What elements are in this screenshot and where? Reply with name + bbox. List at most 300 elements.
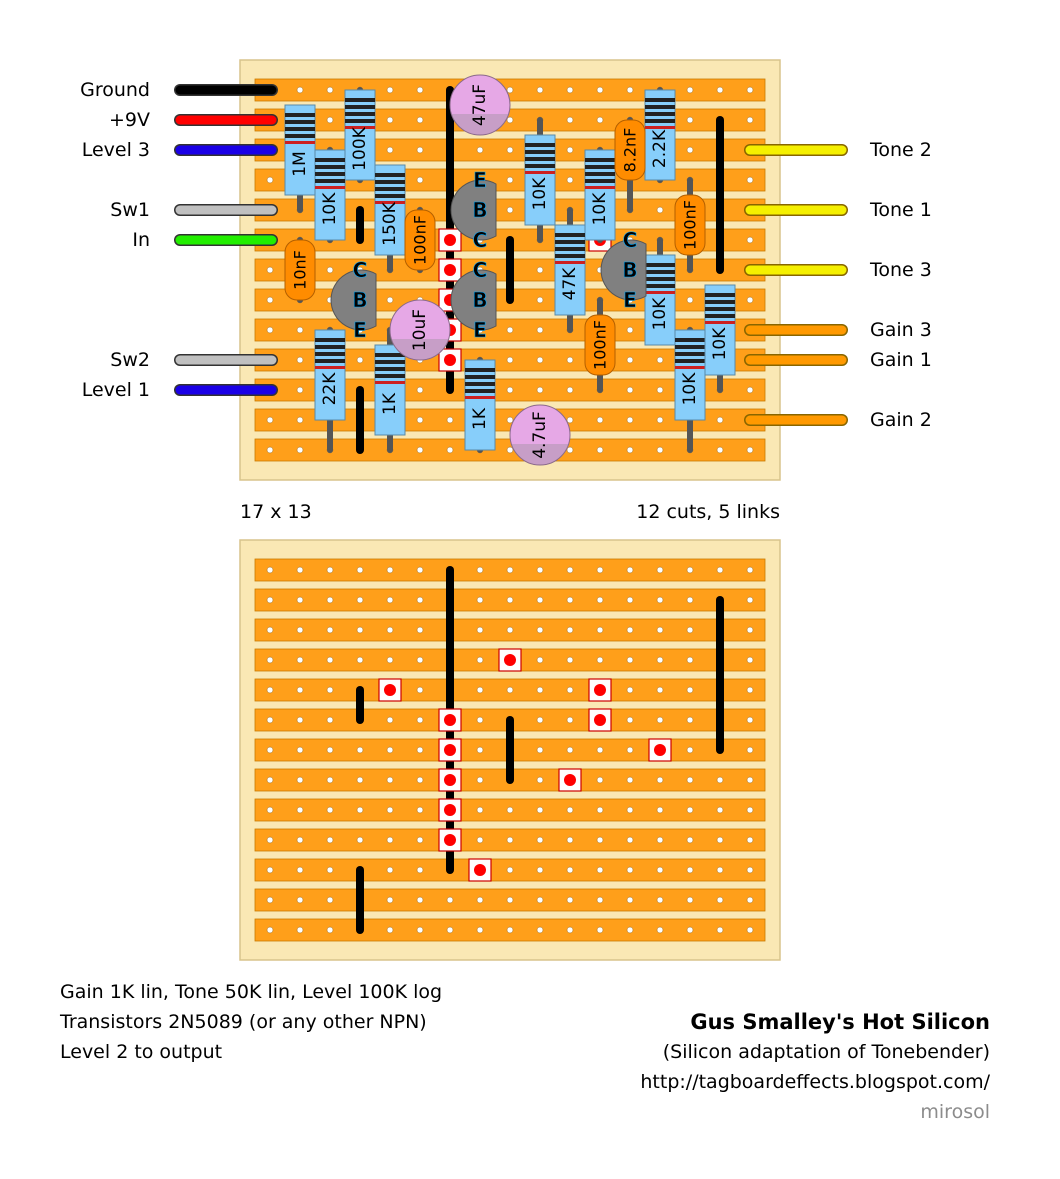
board-size-label: 17 x 13 bbox=[240, 501, 312, 523]
capacitor-value-label: 100nF bbox=[590, 320, 610, 370]
strip-hole bbox=[687, 867, 693, 873]
strip-hole bbox=[717, 87, 723, 93]
strip-hole bbox=[567, 927, 573, 933]
strip-hole bbox=[627, 597, 633, 603]
resistor-value-label: 1K bbox=[470, 408, 490, 430]
strip-hole bbox=[537, 807, 543, 813]
strip-hole bbox=[297, 627, 303, 633]
resistor-8 bbox=[645, 240, 675, 345]
resistor-band bbox=[375, 367, 405, 371]
strip-hole bbox=[327, 867, 333, 873]
strip-hole bbox=[507, 117, 513, 123]
strip-hole bbox=[567, 387, 573, 393]
strip-hole bbox=[537, 747, 543, 753]
resistor-band bbox=[315, 366, 345, 369]
layout-title: Gus Smalley's Hot Silicon bbox=[690, 1010, 990, 1034]
strip-hole bbox=[387, 657, 393, 663]
resistor-band bbox=[555, 233, 585, 237]
strip-hole bbox=[477, 627, 483, 633]
resistor-band bbox=[675, 359, 705, 363]
strip-cut-dot bbox=[444, 774, 456, 786]
strip-hole bbox=[297, 87, 303, 93]
resistor-value-label: 150K bbox=[380, 202, 400, 246]
strip-hole bbox=[537, 267, 543, 273]
strip-hole bbox=[747, 597, 753, 603]
strip-hole bbox=[627, 837, 633, 843]
strip-hole bbox=[597, 777, 603, 783]
strip-hole bbox=[357, 807, 363, 813]
resistor-body bbox=[375, 345, 405, 435]
transistor-pin-label: E bbox=[473, 318, 487, 342]
strip-hole bbox=[297, 927, 303, 933]
strip-hole bbox=[537, 777, 543, 783]
top-board-layout bbox=[240, 60, 780, 480]
resistor-body bbox=[465, 360, 495, 450]
strip-hole bbox=[687, 747, 693, 753]
strip-hole bbox=[507, 357, 513, 363]
strip-hole bbox=[267, 327, 273, 333]
strip-hole bbox=[537, 357, 543, 363]
strip-hole bbox=[327, 657, 333, 663]
strip-cut-dot bbox=[444, 714, 456, 726]
strip-cut-dot bbox=[474, 864, 486, 876]
transistor-pin-label: C bbox=[472, 258, 488, 282]
strip-hole bbox=[417, 597, 423, 603]
strip-hole bbox=[297, 897, 303, 903]
strip-hole bbox=[567, 177, 573, 183]
resistor-band bbox=[645, 112, 675, 116]
strip-hole bbox=[747, 927, 753, 933]
strip-hole bbox=[267, 747, 273, 753]
strip-hole bbox=[417, 747, 423, 753]
bottom-board-cuts bbox=[240, 540, 780, 960]
strip-hole bbox=[507, 927, 513, 933]
strip-hole bbox=[567, 807, 573, 813]
resistor-band bbox=[675, 366, 705, 369]
strip-hole bbox=[417, 417, 423, 423]
strip-hole bbox=[537, 327, 543, 333]
transistor-pin-label: B bbox=[472, 198, 488, 222]
strip-hole bbox=[297, 687, 303, 693]
strip-hole bbox=[537, 717, 543, 723]
strip-hole bbox=[717, 897, 723, 903]
strip-hole bbox=[357, 747, 363, 753]
resistor-value-label: 10K bbox=[530, 177, 550, 211]
strip-hole bbox=[297, 867, 303, 873]
strip-hole bbox=[657, 387, 663, 393]
resistor-band bbox=[555, 240, 585, 244]
strip-hole bbox=[477, 567, 483, 573]
strip-hole bbox=[507, 177, 513, 183]
resistor-value-label: 100K bbox=[350, 127, 370, 171]
strip-hole bbox=[567, 717, 573, 723]
strip-hole bbox=[717, 777, 723, 783]
electrolytic-value-label: 10uF bbox=[410, 308, 430, 352]
resistor-band bbox=[585, 172, 615, 176]
strip-hole bbox=[537, 897, 543, 903]
resistor-band bbox=[285, 127, 315, 131]
resistor-band bbox=[645, 284, 675, 288]
resistor-band bbox=[285, 120, 315, 124]
strip-hole bbox=[507, 207, 513, 213]
resistor-band bbox=[345, 98, 375, 102]
strip-hole bbox=[627, 657, 633, 663]
strip-hole bbox=[597, 597, 603, 603]
strip-hole bbox=[477, 837, 483, 843]
resistor-band bbox=[375, 173, 405, 177]
strip-hole bbox=[297, 417, 303, 423]
strip-hole bbox=[657, 597, 663, 603]
strip-hole bbox=[507, 807, 513, 813]
capacitor-value-label: 100nF bbox=[410, 215, 430, 265]
strip-cut-dot bbox=[444, 264, 456, 276]
resistor-band bbox=[675, 352, 705, 356]
strip-hole bbox=[477, 597, 483, 603]
resistor-band bbox=[345, 112, 375, 116]
resistor-band bbox=[465, 382, 495, 386]
wire-label-left: Sw1 bbox=[110, 199, 150, 221]
resistor-band bbox=[525, 171, 555, 174]
strip-hole bbox=[627, 777, 633, 783]
strip-cut-dot bbox=[444, 804, 456, 816]
strip-hole bbox=[567, 417, 573, 423]
resistor-band bbox=[465, 368, 495, 372]
strip-hole bbox=[657, 717, 663, 723]
wire-label-right: Gain 2 bbox=[870, 409, 932, 431]
strip-cut-dot bbox=[444, 744, 456, 756]
resistor-4 bbox=[525, 120, 555, 240]
strip-hole bbox=[567, 657, 573, 663]
strip-hole bbox=[387, 147, 393, 153]
strip-hole bbox=[717, 417, 723, 423]
strip-hole bbox=[747, 687, 753, 693]
strip-hole bbox=[657, 417, 663, 423]
capacitor-value-label: 8.2nF bbox=[620, 127, 640, 173]
electrolytic-capacitor-2 bbox=[510, 405, 570, 465]
strip-hole bbox=[417, 117, 423, 123]
strip-hole bbox=[627, 927, 633, 933]
strip-hole bbox=[267, 927, 273, 933]
strip-hole bbox=[717, 927, 723, 933]
strip-hole bbox=[297, 777, 303, 783]
strip-hole bbox=[537, 687, 543, 693]
strip-hole bbox=[747, 627, 753, 633]
resistor-band bbox=[285, 134, 315, 138]
strip-hole bbox=[477, 687, 483, 693]
strip-hole bbox=[747, 567, 753, 573]
strip-cut-dot bbox=[594, 684, 606, 696]
strip-hole bbox=[417, 717, 423, 723]
wire-label-right: Tone 2 bbox=[870, 139, 932, 161]
strip-hole bbox=[417, 867, 423, 873]
strip-hole bbox=[687, 567, 693, 573]
strip-hole bbox=[267, 267, 273, 273]
strip-hole bbox=[747, 87, 753, 93]
electrolytic-value-label: 4.7uF bbox=[530, 411, 550, 459]
strip-hole bbox=[387, 807, 393, 813]
strip-hole bbox=[387, 927, 393, 933]
strip-hole bbox=[747, 897, 753, 903]
strip-hole bbox=[627, 687, 633, 693]
strip-hole bbox=[387, 837, 393, 843]
strip-hole bbox=[267, 657, 273, 663]
strip-hole bbox=[267, 597, 273, 603]
resistor-band bbox=[675, 338, 705, 342]
resistor-0 bbox=[285, 105, 315, 210]
strip-hole bbox=[567, 597, 573, 603]
resistor-band bbox=[645, 98, 675, 102]
strip-hole bbox=[567, 87, 573, 93]
strip-hole bbox=[597, 747, 603, 753]
strip-hole bbox=[387, 597, 393, 603]
strip-hole bbox=[657, 777, 663, 783]
transistor-pin-label: C bbox=[352, 258, 368, 282]
strip-hole bbox=[507, 87, 513, 93]
electrolytic-capacitor-0 bbox=[450, 75, 510, 135]
resistor-band bbox=[315, 172, 345, 176]
resistor-band bbox=[525, 164, 555, 168]
resistor-band bbox=[465, 396, 495, 399]
resistor-band bbox=[705, 321, 735, 324]
strip-hole bbox=[477, 927, 483, 933]
resistor-band bbox=[315, 179, 345, 183]
strip-hole bbox=[687, 297, 693, 303]
strip-hole bbox=[417, 777, 423, 783]
resistor-value-label: 10K bbox=[680, 372, 700, 406]
resistor-band bbox=[705, 293, 735, 297]
resistor-5 bbox=[585, 150, 615, 240]
strip-hole bbox=[567, 447, 573, 453]
strip-hole bbox=[597, 657, 603, 663]
strip-hole bbox=[477, 747, 483, 753]
wire-label-right: Gain 1 bbox=[870, 349, 932, 371]
strip-hole bbox=[567, 867, 573, 873]
strip-hole bbox=[537, 567, 543, 573]
transistor-pin-label: B bbox=[472, 288, 488, 312]
strip-hole bbox=[597, 417, 603, 423]
wire-label-left: Level 3 bbox=[81, 139, 150, 161]
strip-hole bbox=[567, 627, 573, 633]
strip-hole bbox=[567, 117, 573, 123]
strip-cut-dot bbox=[654, 744, 666, 756]
strip-hole bbox=[567, 747, 573, 753]
resistor-value-label: 1M bbox=[290, 151, 310, 177]
strip-hole bbox=[417, 627, 423, 633]
strip-hole bbox=[507, 387, 513, 393]
strip-hole bbox=[687, 627, 693, 633]
strip-hole bbox=[357, 567, 363, 573]
strip-hole bbox=[687, 117, 693, 123]
strip-hole bbox=[627, 747, 633, 753]
transistor-pin-label: C bbox=[622, 228, 638, 252]
resistor-6 bbox=[645, 90, 675, 180]
resistor-band bbox=[315, 338, 345, 342]
strip-hole bbox=[417, 87, 423, 93]
wire-label-left: +9V bbox=[108, 109, 150, 131]
resistor-band bbox=[375, 180, 405, 184]
strip-hole bbox=[417, 177, 423, 183]
strip-hole bbox=[567, 897, 573, 903]
strip-hole bbox=[477, 717, 483, 723]
strip-hole bbox=[537, 87, 543, 93]
strip-hole bbox=[297, 657, 303, 663]
resistor-value-label: 10K bbox=[710, 327, 730, 361]
resistor-band bbox=[345, 105, 375, 109]
strip-hole bbox=[747, 867, 753, 873]
resistor-band bbox=[705, 307, 735, 311]
strip-hole bbox=[687, 837, 693, 843]
note-output: Level 2 to output bbox=[60, 1041, 223, 1063]
resistor-7 bbox=[555, 210, 585, 330]
resistor-value-label: 47K bbox=[560, 267, 580, 301]
strip-hole bbox=[507, 417, 513, 423]
strip-hole bbox=[387, 627, 393, 633]
strip-cut-dot bbox=[384, 684, 396, 696]
strip-hole bbox=[417, 837, 423, 843]
strip-hole bbox=[477, 777, 483, 783]
resistor-value-label: 10K bbox=[590, 192, 610, 226]
resistor-band bbox=[315, 158, 345, 162]
strip-hole bbox=[717, 447, 723, 453]
strip-hole bbox=[267, 837, 273, 843]
strip-hole bbox=[267, 297, 273, 303]
strip-hole bbox=[507, 897, 513, 903]
strip-hole bbox=[507, 567, 513, 573]
resistor-value-label: 10K bbox=[650, 297, 670, 331]
strip-hole bbox=[297, 327, 303, 333]
strip-hole bbox=[717, 567, 723, 573]
transistor-pin-label: C bbox=[472, 228, 488, 252]
strip-hole bbox=[567, 687, 573, 693]
strip-hole bbox=[717, 867, 723, 873]
strip-hole bbox=[267, 867, 273, 873]
author-credit: mirosol bbox=[920, 1101, 990, 1123]
strip-hole bbox=[717, 807, 723, 813]
strip-hole bbox=[297, 747, 303, 753]
strip-hole bbox=[597, 897, 603, 903]
strip-hole bbox=[267, 567, 273, 573]
strip-hole bbox=[267, 177, 273, 183]
strip-hole bbox=[627, 417, 633, 423]
strip-hole bbox=[627, 717, 633, 723]
strip-hole bbox=[447, 417, 453, 423]
strip-hole bbox=[747, 837, 753, 843]
strip-hole bbox=[417, 807, 423, 813]
wire-label-right: Tone 3 bbox=[870, 259, 932, 281]
strip-hole bbox=[747, 807, 753, 813]
strip-hole bbox=[747, 747, 753, 753]
strip-hole bbox=[687, 807, 693, 813]
strip-hole bbox=[507, 147, 513, 153]
strip-hole bbox=[327, 927, 333, 933]
strip-hole bbox=[687, 927, 693, 933]
strip-hole bbox=[357, 627, 363, 633]
strip-hole bbox=[357, 357, 363, 363]
strip-hole bbox=[537, 837, 543, 843]
strip-hole bbox=[507, 627, 513, 633]
strip-hole bbox=[627, 627, 633, 633]
strip-hole bbox=[717, 837, 723, 843]
strip-hole bbox=[507, 597, 513, 603]
strip-hole bbox=[477, 897, 483, 903]
strip-hole bbox=[657, 897, 663, 903]
strip-hole bbox=[507, 447, 513, 453]
strip-hole bbox=[297, 717, 303, 723]
strip-hole bbox=[357, 657, 363, 663]
strip-hole bbox=[387, 897, 393, 903]
resistor-band bbox=[285, 113, 315, 117]
strip-hole bbox=[537, 387, 543, 393]
strip-hole bbox=[537, 297, 543, 303]
strip-hole bbox=[327, 837, 333, 843]
strip-hole bbox=[417, 387, 423, 393]
strip-hole bbox=[687, 897, 693, 903]
strip-hole bbox=[657, 927, 663, 933]
strip-hole bbox=[627, 87, 633, 93]
strip-hole bbox=[297, 837, 303, 843]
resistor-band bbox=[525, 157, 555, 161]
resistor-band bbox=[555, 247, 585, 251]
strip-hole bbox=[387, 117, 393, 123]
strip-hole bbox=[327, 117, 333, 123]
strip-hole bbox=[327, 567, 333, 573]
resistor-band bbox=[345, 119, 375, 123]
strip-hole bbox=[657, 837, 663, 843]
strip-hole bbox=[627, 387, 633, 393]
film-capacitor-0 bbox=[285, 240, 315, 300]
resistor-2 bbox=[315, 150, 345, 240]
resistor-value-label: 1K bbox=[380, 393, 400, 415]
strip-hole bbox=[267, 417, 273, 423]
resistor-value-label: 10K bbox=[320, 192, 340, 226]
resistor-value-label: 22K bbox=[320, 372, 340, 406]
strip-hole bbox=[687, 147, 693, 153]
strip-hole bbox=[327, 687, 333, 693]
strip-hole bbox=[747, 297, 753, 303]
resistor-band bbox=[585, 158, 615, 162]
resistor-band bbox=[285, 141, 315, 144]
resistor-band bbox=[555, 261, 585, 264]
strip-hole bbox=[327, 777, 333, 783]
strip-hole bbox=[657, 657, 663, 663]
strip-hole bbox=[507, 687, 513, 693]
electrolytic-capacitor-1 bbox=[390, 300, 450, 360]
resistor-value-label: 2.2K bbox=[650, 129, 670, 169]
resistor-band bbox=[645, 126, 675, 129]
strip-hole bbox=[597, 567, 603, 573]
strip-hole bbox=[687, 597, 693, 603]
strip-hole bbox=[657, 807, 663, 813]
resistor-band bbox=[375, 194, 405, 198]
strip-hole bbox=[357, 597, 363, 603]
strip-hole bbox=[627, 357, 633, 363]
strip-hole bbox=[417, 657, 423, 663]
wire-label-left: Sw2 bbox=[110, 349, 150, 371]
strip-hole bbox=[537, 597, 543, 603]
wire-label-left: In bbox=[132, 229, 150, 251]
strip-hole bbox=[597, 837, 603, 843]
strip-hole bbox=[267, 627, 273, 633]
strip-hole bbox=[417, 567, 423, 573]
strip-hole bbox=[657, 207, 663, 213]
electrolytic-value-label: 47uF bbox=[470, 83, 490, 127]
strip-hole bbox=[477, 147, 483, 153]
resistor-11 bbox=[465, 360, 495, 450]
strip-hole bbox=[267, 687, 273, 693]
resistor-band bbox=[465, 389, 495, 393]
layout-subtitle: (Silicon adaptation of Tonebender) bbox=[662, 1041, 990, 1063]
strip-hole bbox=[747, 717, 753, 723]
